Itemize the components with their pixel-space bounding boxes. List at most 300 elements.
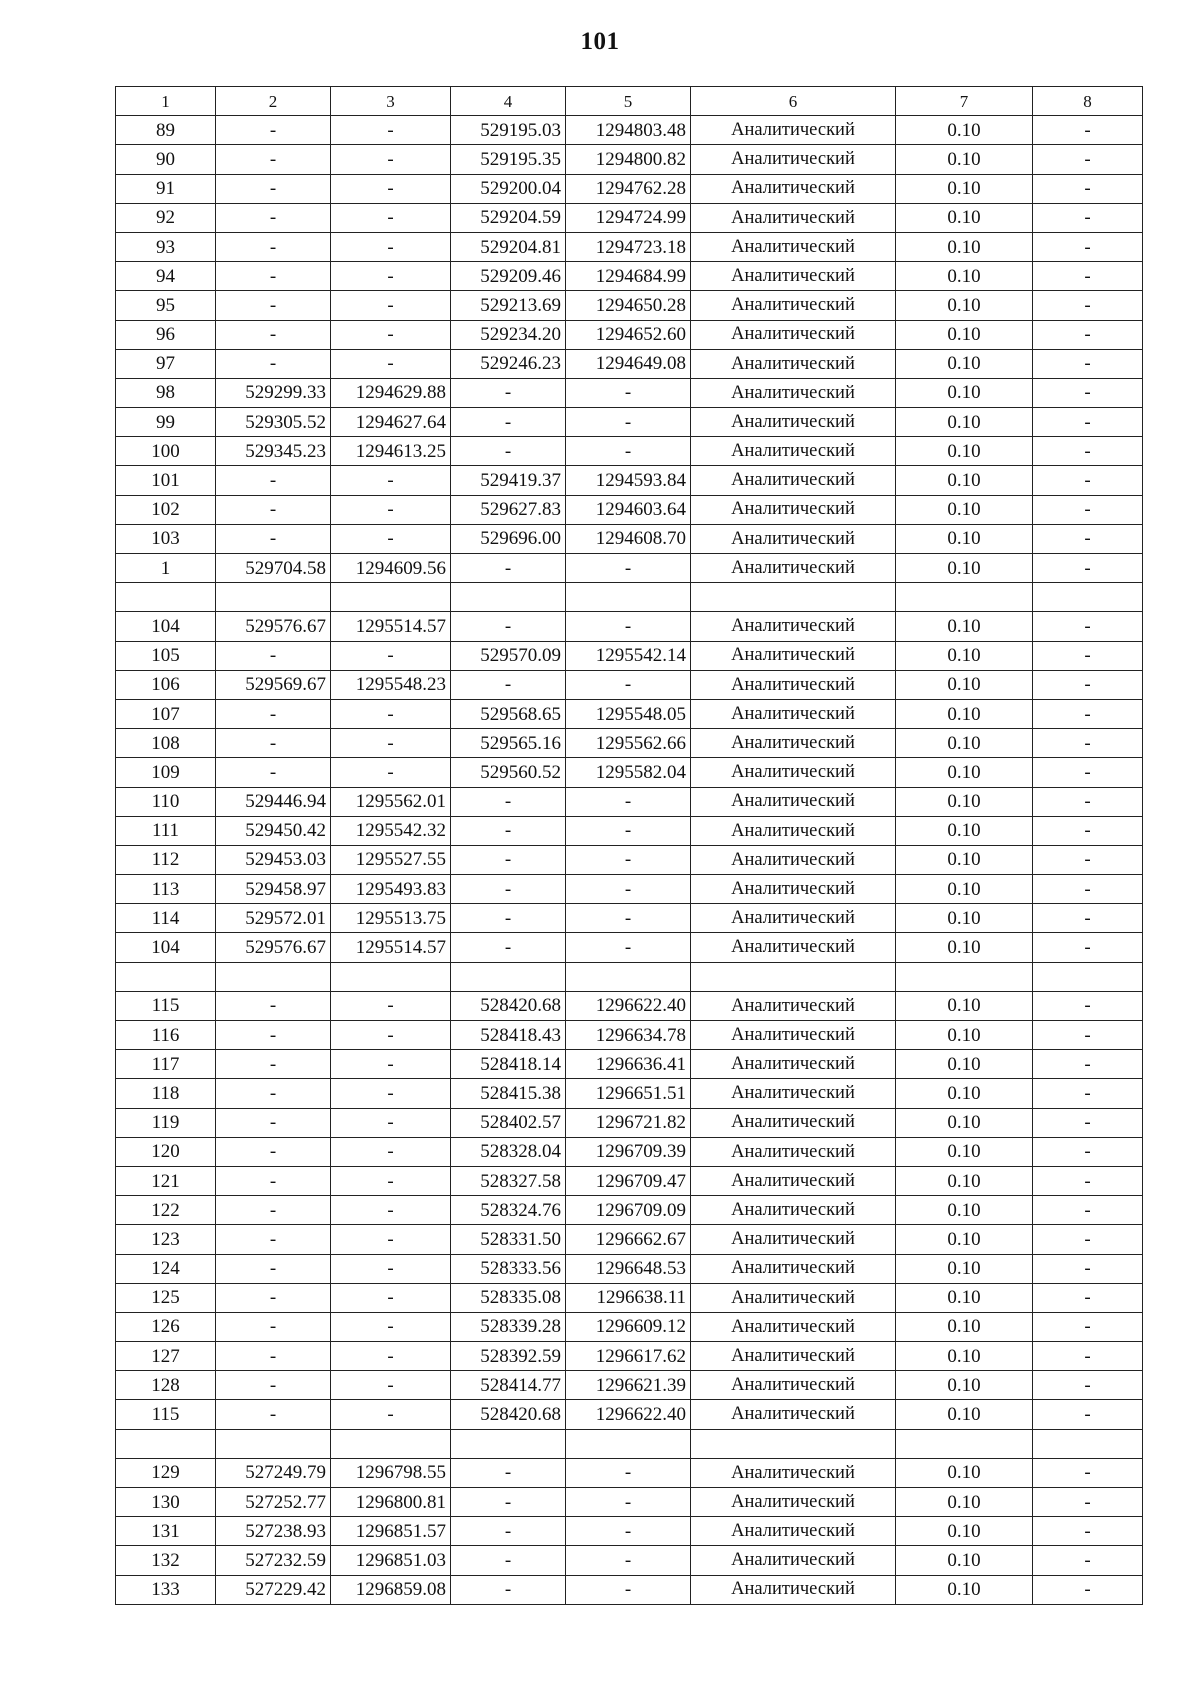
y-coord-b-cell: 1296662.67 bbox=[566, 1225, 691, 1254]
col-8-cell: - bbox=[1033, 1196, 1143, 1225]
y-coord-b-cell: - bbox=[566, 670, 691, 699]
point-number-cell: 121 bbox=[116, 1166, 216, 1195]
table-row bbox=[116, 1342, 1143, 1371]
method-cell: Аналитический bbox=[691, 1166, 896, 1195]
x-coord-a-cell: 529572.01 bbox=[216, 904, 331, 933]
x-coord-b-cell: - bbox=[451, 904, 566, 933]
method-cell: Аналитический bbox=[691, 1283, 896, 1312]
point-number-cell bbox=[116, 583, 216, 612]
accuracy-cell: 0.10 bbox=[896, 1196, 1033, 1225]
x-coord-a-cell: - bbox=[216, 174, 331, 203]
x-coord-a-cell: 527229.42 bbox=[216, 1575, 331, 1604]
y-coord-a-cell: - bbox=[331, 729, 451, 758]
point-number-cell: 108 bbox=[116, 729, 216, 758]
x-coord-a-cell: - bbox=[216, 1225, 331, 1254]
y-coord-a-cell: 1294609.56 bbox=[331, 554, 451, 583]
y-coord-b-cell: - bbox=[566, 437, 691, 466]
col-8-cell: - bbox=[1033, 145, 1143, 174]
accuracy-cell: 0.10 bbox=[896, 904, 1033, 933]
x-coord-a-cell: - bbox=[216, 1079, 331, 1108]
coordinates-table bbox=[115, 86, 1143, 1605]
accuracy-cell: 0.10 bbox=[896, 641, 1033, 670]
x-coord-a-cell: 529450.42 bbox=[216, 816, 331, 845]
method-cell bbox=[691, 1429, 896, 1458]
x-coord-a-cell: - bbox=[216, 1166, 331, 1195]
method-cell: Аналитический bbox=[691, 1400, 896, 1429]
method-cell: Аналитический bbox=[691, 1137, 896, 1166]
accuracy-cell: 0.10 bbox=[896, 670, 1033, 699]
method-cell: Аналитический bbox=[691, 991, 896, 1020]
method-cell: Аналитический bbox=[691, 1196, 896, 1225]
point-number-cell: 115 bbox=[116, 991, 216, 1020]
point-number-cell: 126 bbox=[116, 1312, 216, 1341]
point-number-cell: 1 bbox=[116, 554, 216, 583]
accuracy-cell: 0.10 bbox=[896, 612, 1033, 641]
col-8-cell: - bbox=[1033, 174, 1143, 203]
y-coord-a-cell: - bbox=[331, 116, 451, 145]
x-coord-a-cell: - bbox=[216, 641, 331, 670]
point-number-cell: 94 bbox=[116, 262, 216, 291]
point-number-cell: 104 bbox=[116, 612, 216, 641]
method-cell: Аналитический bbox=[691, 670, 896, 699]
y-coord-b-cell: 1294608.70 bbox=[566, 524, 691, 553]
point-number-cell: 114 bbox=[116, 904, 216, 933]
accuracy-cell: 0.10 bbox=[896, 875, 1033, 904]
col-8-cell: - bbox=[1033, 1458, 1143, 1487]
y-coord-b-cell: 1294649.08 bbox=[566, 349, 691, 378]
col-8-cell bbox=[1033, 1429, 1143, 1458]
table-row bbox=[116, 232, 1143, 261]
x-coord-b-cell: 528324.76 bbox=[451, 1196, 566, 1225]
col-8-cell: - bbox=[1033, 291, 1143, 320]
x-coord-a-cell: - bbox=[216, 1050, 331, 1079]
col-8-cell: - bbox=[1033, 262, 1143, 291]
col-8-cell: - bbox=[1033, 729, 1143, 758]
y-coord-b-cell: - bbox=[566, 1488, 691, 1517]
accuracy-cell: 0.10 bbox=[896, 495, 1033, 524]
x-coord-a-cell: - bbox=[216, 1342, 331, 1371]
col-8-cell: - bbox=[1033, 203, 1143, 232]
table-row bbox=[116, 787, 1143, 816]
table-row bbox=[116, 1575, 1143, 1604]
y-coord-a-cell: - bbox=[331, 699, 451, 728]
point-number-cell: 117 bbox=[116, 1050, 216, 1079]
method-cell: Аналитический bbox=[691, 1488, 896, 1517]
x-coord-b-cell: 528327.58 bbox=[451, 1166, 566, 1195]
col-8-cell bbox=[1033, 583, 1143, 612]
x-coord-b-cell: 529419.37 bbox=[451, 466, 566, 495]
y-coord-a-cell: 1295548.23 bbox=[331, 670, 451, 699]
x-coord-b-cell: 529200.04 bbox=[451, 174, 566, 203]
table-row bbox=[116, 875, 1143, 904]
table-row bbox=[116, 612, 1143, 641]
column-header: 5 bbox=[566, 87, 691, 116]
accuracy-cell: 0.10 bbox=[896, 1283, 1033, 1312]
method-cell: Аналитический bbox=[691, 1458, 896, 1487]
method-cell bbox=[691, 962, 896, 991]
y-coord-b-cell: 1294652.60 bbox=[566, 320, 691, 349]
point-number-cell: 111 bbox=[116, 816, 216, 845]
accuracy-cell: 0.10 bbox=[896, 1021, 1033, 1050]
accuracy-cell: 0.10 bbox=[896, 1546, 1033, 1575]
accuracy-cell: 0.10 bbox=[896, 699, 1033, 728]
x-coord-a-cell: 529576.67 bbox=[216, 933, 331, 962]
x-coord-b-cell: - bbox=[451, 437, 566, 466]
method-cell: Аналитический bbox=[691, 291, 896, 320]
accuracy-cell: 0.10 bbox=[896, 1225, 1033, 1254]
method-cell: Аналитический bbox=[691, 378, 896, 407]
table-row bbox=[116, 1108, 1143, 1137]
y-coord-b-cell: 1296621.39 bbox=[566, 1371, 691, 1400]
col-8-cell: - bbox=[1033, 1137, 1143, 1166]
x-coord-b-cell: - bbox=[451, 933, 566, 962]
y-coord-b-cell: 1296709.39 bbox=[566, 1137, 691, 1166]
col-8-cell: - bbox=[1033, 670, 1143, 699]
point-number-cell bbox=[116, 1429, 216, 1458]
y-coord-a-cell: - bbox=[331, 1254, 451, 1283]
point-number-cell: 133 bbox=[116, 1575, 216, 1604]
y-coord-a-cell: 1296851.57 bbox=[331, 1517, 451, 1546]
col-8-cell: - bbox=[1033, 554, 1143, 583]
table-row bbox=[116, 1400, 1143, 1429]
method-cell: Аналитический bbox=[691, 437, 896, 466]
table-row bbox=[116, 1225, 1143, 1254]
y-coord-b-cell: - bbox=[566, 408, 691, 437]
x-coord-b-cell: 529570.09 bbox=[451, 641, 566, 670]
method-cell: Аналитический bbox=[691, 641, 896, 670]
col-8-cell: - bbox=[1033, 1546, 1143, 1575]
point-number-cell: 91 bbox=[116, 174, 216, 203]
method-cell: Аналитический bbox=[691, 1312, 896, 1341]
col-8-cell: - bbox=[1033, 699, 1143, 728]
col-8-cell: - bbox=[1033, 1079, 1143, 1108]
y-coord-b-cell: 1296721.82 bbox=[566, 1108, 691, 1137]
x-coord-a-cell bbox=[216, 1429, 331, 1458]
table-row bbox=[116, 1371, 1143, 1400]
x-coord-b-cell: 529568.65 bbox=[451, 699, 566, 728]
point-number-cell: 103 bbox=[116, 524, 216, 553]
method-cell: Аналитический bbox=[691, 816, 896, 845]
x-coord-a-cell: 529345.23 bbox=[216, 437, 331, 466]
method-cell: Аналитический bbox=[691, 1546, 896, 1575]
y-coord-a-cell: - bbox=[331, 1137, 451, 1166]
table-row bbox=[116, 1050, 1143, 1079]
x-coord-a-cell: - bbox=[216, 466, 331, 495]
table-row bbox=[116, 904, 1143, 933]
point-number-cell: 90 bbox=[116, 145, 216, 174]
col-8-cell: - bbox=[1033, 641, 1143, 670]
col-8-cell: - bbox=[1033, 933, 1143, 962]
method-cell: Аналитический bbox=[691, 174, 896, 203]
x-coord-a-cell: - bbox=[216, 145, 331, 174]
point-number-cell: 127 bbox=[116, 1342, 216, 1371]
x-coord-b-cell: 529696.00 bbox=[451, 524, 566, 553]
point-number-cell: 98 bbox=[116, 378, 216, 407]
col-8-cell: - bbox=[1033, 232, 1143, 261]
point-number-cell: 119 bbox=[116, 1108, 216, 1137]
y-coord-a-cell: - bbox=[331, 1283, 451, 1312]
x-coord-a-cell: 529299.33 bbox=[216, 378, 331, 407]
method-cell: Аналитический bbox=[691, 1021, 896, 1050]
point-number-cell bbox=[116, 962, 216, 991]
x-coord-a-cell: - bbox=[216, 1312, 331, 1341]
accuracy-cell: 0.10 bbox=[896, 1312, 1033, 1341]
y-coord-a-cell bbox=[331, 962, 451, 991]
x-coord-a-cell: - bbox=[216, 116, 331, 145]
y-coord-b-cell: 1296634.78 bbox=[566, 1021, 691, 1050]
y-coord-a-cell: 1295514.57 bbox=[331, 933, 451, 962]
x-coord-a-cell: - bbox=[216, 1254, 331, 1283]
y-coord-b-cell: 1294723.18 bbox=[566, 232, 691, 261]
x-coord-a-cell: - bbox=[216, 758, 331, 787]
accuracy-cell: 0.10 bbox=[896, 1400, 1033, 1429]
table-row bbox=[116, 262, 1143, 291]
y-coord-b-cell: - bbox=[566, 787, 691, 816]
y-coord-b-cell: - bbox=[566, 816, 691, 845]
table-row bbox=[116, 291, 1143, 320]
accuracy-cell: 0.10 bbox=[896, 349, 1033, 378]
y-coord-a-cell: - bbox=[331, 1400, 451, 1429]
x-coord-b-cell: 528415.38 bbox=[451, 1079, 566, 1108]
point-number-cell: 99 bbox=[116, 408, 216, 437]
accuracy-cell: 0.10 bbox=[896, 1108, 1033, 1137]
method-cell: Аналитический bbox=[691, 116, 896, 145]
method-cell: Аналитический bbox=[691, 349, 896, 378]
accuracy-cell: 0.10 bbox=[896, 262, 1033, 291]
y-coord-b-cell: 1294762.28 bbox=[566, 174, 691, 203]
x-coord-a-cell: 529704.58 bbox=[216, 554, 331, 583]
y-coord-a-cell: - bbox=[331, 1050, 451, 1079]
y-coord-b-cell: 1296622.40 bbox=[566, 1400, 691, 1429]
y-coord-b-cell: 1296709.47 bbox=[566, 1166, 691, 1195]
y-coord-a-cell: - bbox=[331, 1371, 451, 1400]
col-8-cell: - bbox=[1033, 1371, 1143, 1400]
x-coord-b-cell: 528402.57 bbox=[451, 1108, 566, 1137]
x-coord-a-cell: - bbox=[216, 1400, 331, 1429]
method-cell: Аналитический bbox=[691, 787, 896, 816]
y-coord-a-cell: 1295493.83 bbox=[331, 875, 451, 904]
accuracy-cell: 0.10 bbox=[896, 1575, 1033, 1604]
x-coord-a-cell: - bbox=[216, 699, 331, 728]
table-row bbox=[116, 758, 1143, 787]
y-coord-a-cell: 1294613.25 bbox=[331, 437, 451, 466]
x-coord-a-cell: - bbox=[216, 1137, 331, 1166]
y-coord-a-cell: 1296798.55 bbox=[331, 1458, 451, 1487]
table-row bbox=[116, 1488, 1143, 1517]
table-row bbox=[116, 524, 1143, 553]
method-cell: Аналитический bbox=[691, 612, 896, 641]
y-coord-b-cell bbox=[566, 1429, 691, 1458]
col-8-cell: - bbox=[1033, 875, 1143, 904]
col-8-cell: - bbox=[1033, 1108, 1143, 1137]
table-row bbox=[116, 845, 1143, 874]
table-body bbox=[116, 87, 1143, 1605]
y-coord-b-cell: - bbox=[566, 378, 691, 407]
accuracy-cell bbox=[896, 962, 1033, 991]
accuracy-cell: 0.10 bbox=[896, 437, 1033, 466]
accuracy-cell bbox=[896, 1429, 1033, 1458]
col-8-cell: - bbox=[1033, 904, 1143, 933]
y-coord-a-cell: - bbox=[331, 991, 451, 1020]
x-coord-b-cell: - bbox=[451, 1458, 566, 1487]
accuracy-cell bbox=[896, 583, 1033, 612]
table-row bbox=[116, 378, 1143, 407]
y-coord-b-cell: 1294803.48 bbox=[566, 116, 691, 145]
method-cell: Аналитический bbox=[691, 904, 896, 933]
x-coord-b-cell: - bbox=[451, 612, 566, 641]
table-row bbox=[116, 991, 1143, 1020]
x-coord-a-cell: 527232.59 bbox=[216, 1546, 331, 1575]
method-cell: Аналитический bbox=[691, 758, 896, 787]
x-coord-a-cell: - bbox=[216, 729, 331, 758]
y-coord-b-cell: 1295548.05 bbox=[566, 699, 691, 728]
y-coord-a-cell: 1295542.32 bbox=[331, 816, 451, 845]
y-coord-a-cell: - bbox=[331, 495, 451, 524]
x-coord-a-cell: 527238.93 bbox=[216, 1517, 331, 1546]
x-coord-a-cell: - bbox=[216, 524, 331, 553]
col-8-cell: - bbox=[1033, 1225, 1143, 1254]
y-coord-b-cell: 1295562.66 bbox=[566, 729, 691, 758]
col-8-cell: - bbox=[1033, 758, 1143, 787]
table-header-row bbox=[116, 87, 1143, 116]
table-row bbox=[116, 1283, 1143, 1312]
table-row bbox=[116, 320, 1143, 349]
x-coord-b-cell bbox=[451, 583, 566, 612]
y-coord-a-cell: - bbox=[331, 320, 451, 349]
method-cell: Аналитический bbox=[691, 495, 896, 524]
y-coord-a-cell: - bbox=[331, 466, 451, 495]
separator-row bbox=[116, 1429, 1143, 1458]
x-coord-a-cell: - bbox=[216, 1283, 331, 1312]
method-cell: Аналитический bbox=[691, 1254, 896, 1283]
point-number-cell: 118 bbox=[116, 1079, 216, 1108]
y-coord-b-cell: - bbox=[566, 845, 691, 874]
method-cell: Аналитический bbox=[691, 203, 896, 232]
x-coord-b-cell: 528418.43 bbox=[451, 1021, 566, 1050]
accuracy-cell: 0.10 bbox=[896, 787, 1033, 816]
table-row bbox=[116, 729, 1143, 758]
x-coord-b-cell: - bbox=[451, 875, 566, 904]
col-8-cell: - bbox=[1033, 787, 1143, 816]
method-cell: Аналитический bbox=[691, 262, 896, 291]
table-row bbox=[116, 116, 1143, 145]
column-header: 7 bbox=[896, 87, 1033, 116]
point-number-cell: 131 bbox=[116, 1517, 216, 1546]
x-coord-b-cell bbox=[451, 962, 566, 991]
method-cell bbox=[691, 583, 896, 612]
x-coord-b-cell: 528333.56 bbox=[451, 1254, 566, 1283]
method-cell: Аналитический bbox=[691, 554, 896, 583]
method-cell: Аналитический bbox=[691, 1342, 896, 1371]
table-row bbox=[116, 1196, 1143, 1225]
col-8-cell: - bbox=[1033, 378, 1143, 407]
y-coord-a-cell: - bbox=[331, 758, 451, 787]
page-number: 101 bbox=[580, 28, 620, 55]
accuracy-cell: 0.10 bbox=[896, 1488, 1033, 1517]
x-coord-a-cell: 529569.67 bbox=[216, 670, 331, 699]
x-coord-a-cell: - bbox=[216, 991, 331, 1020]
accuracy-cell: 0.10 bbox=[896, 116, 1033, 145]
method-cell: Аналитический bbox=[691, 1079, 896, 1108]
y-coord-b-cell: 1296648.53 bbox=[566, 1254, 691, 1283]
column-header: 6 bbox=[691, 87, 896, 116]
y-coord-a-cell: - bbox=[331, 641, 451, 670]
x-coord-b-cell: - bbox=[451, 1575, 566, 1604]
x-coord-a-cell: 529453.03 bbox=[216, 845, 331, 874]
table-row bbox=[116, 1546, 1143, 1575]
accuracy-cell: 0.10 bbox=[896, 933, 1033, 962]
accuracy-cell: 0.10 bbox=[896, 320, 1033, 349]
accuracy-cell: 0.10 bbox=[896, 554, 1033, 583]
method-cell: Аналитический bbox=[691, 875, 896, 904]
column-header: 2 bbox=[216, 87, 331, 116]
y-coord-a-cell: 1295562.01 bbox=[331, 787, 451, 816]
x-coord-b-cell: 529246.23 bbox=[451, 349, 566, 378]
table-row bbox=[116, 1079, 1143, 1108]
y-coord-b-cell: - bbox=[566, 1517, 691, 1546]
separator-row bbox=[116, 583, 1143, 612]
y-coord-b-cell: 1296651.51 bbox=[566, 1079, 691, 1108]
y-coord-b-cell: 1296617.62 bbox=[566, 1342, 691, 1371]
y-coord-b-cell: 1296638.11 bbox=[566, 1283, 691, 1312]
y-coord-a-cell: - bbox=[331, 1079, 451, 1108]
accuracy-cell: 0.10 bbox=[896, 524, 1033, 553]
x-coord-b-cell: 529565.16 bbox=[451, 729, 566, 758]
point-number-cell: 104 bbox=[116, 933, 216, 962]
x-coord-a-cell: 529576.67 bbox=[216, 612, 331, 641]
y-coord-b-cell: 1296636.41 bbox=[566, 1050, 691, 1079]
point-number-cell: 109 bbox=[116, 758, 216, 787]
accuracy-cell: 0.10 bbox=[896, 378, 1033, 407]
col-8-cell: - bbox=[1033, 816, 1143, 845]
col-8-cell: - bbox=[1033, 495, 1143, 524]
method-cell: Аналитический bbox=[691, 408, 896, 437]
point-number-cell: 89 bbox=[116, 116, 216, 145]
col-8-cell: - bbox=[1033, 845, 1143, 874]
x-coord-b-cell: 529204.59 bbox=[451, 203, 566, 232]
col-8-cell: - bbox=[1033, 349, 1143, 378]
table-row bbox=[116, 437, 1143, 466]
accuracy-cell: 0.10 bbox=[896, 1342, 1033, 1371]
accuracy-cell: 0.10 bbox=[896, 1371, 1033, 1400]
column-header: 3 bbox=[331, 87, 451, 116]
x-coord-a-cell: - bbox=[216, 1196, 331, 1225]
y-coord-b-cell: 1296709.09 bbox=[566, 1196, 691, 1225]
col-8-cell: - bbox=[1033, 991, 1143, 1020]
point-number-cell: 113 bbox=[116, 875, 216, 904]
accuracy-cell: 0.10 bbox=[896, 729, 1033, 758]
point-number-cell: 112 bbox=[116, 845, 216, 874]
x-coord-b-cell: 529204.81 bbox=[451, 232, 566, 261]
table-row bbox=[116, 1021, 1143, 1050]
x-coord-b-cell bbox=[451, 1429, 566, 1458]
col-8-cell: - bbox=[1033, 437, 1143, 466]
separator-row bbox=[116, 962, 1143, 991]
y-coord-a-cell: - bbox=[331, 1342, 451, 1371]
x-coord-b-cell: - bbox=[451, 1488, 566, 1517]
accuracy-cell: 0.10 bbox=[896, 1137, 1033, 1166]
y-coord-a-cell: - bbox=[331, 203, 451, 232]
table-row bbox=[116, 933, 1143, 962]
col-8-cell: - bbox=[1033, 1488, 1143, 1517]
x-coord-b-cell: 528335.08 bbox=[451, 1283, 566, 1312]
y-coord-a-cell: 1296800.81 bbox=[331, 1488, 451, 1517]
x-coord-a-cell: 529305.52 bbox=[216, 408, 331, 437]
x-coord-b-cell: 528420.68 bbox=[451, 1400, 566, 1429]
method-cell: Аналитический bbox=[691, 933, 896, 962]
col-8-cell: - bbox=[1033, 1166, 1143, 1195]
y-coord-b-cell: 1294650.28 bbox=[566, 291, 691, 320]
